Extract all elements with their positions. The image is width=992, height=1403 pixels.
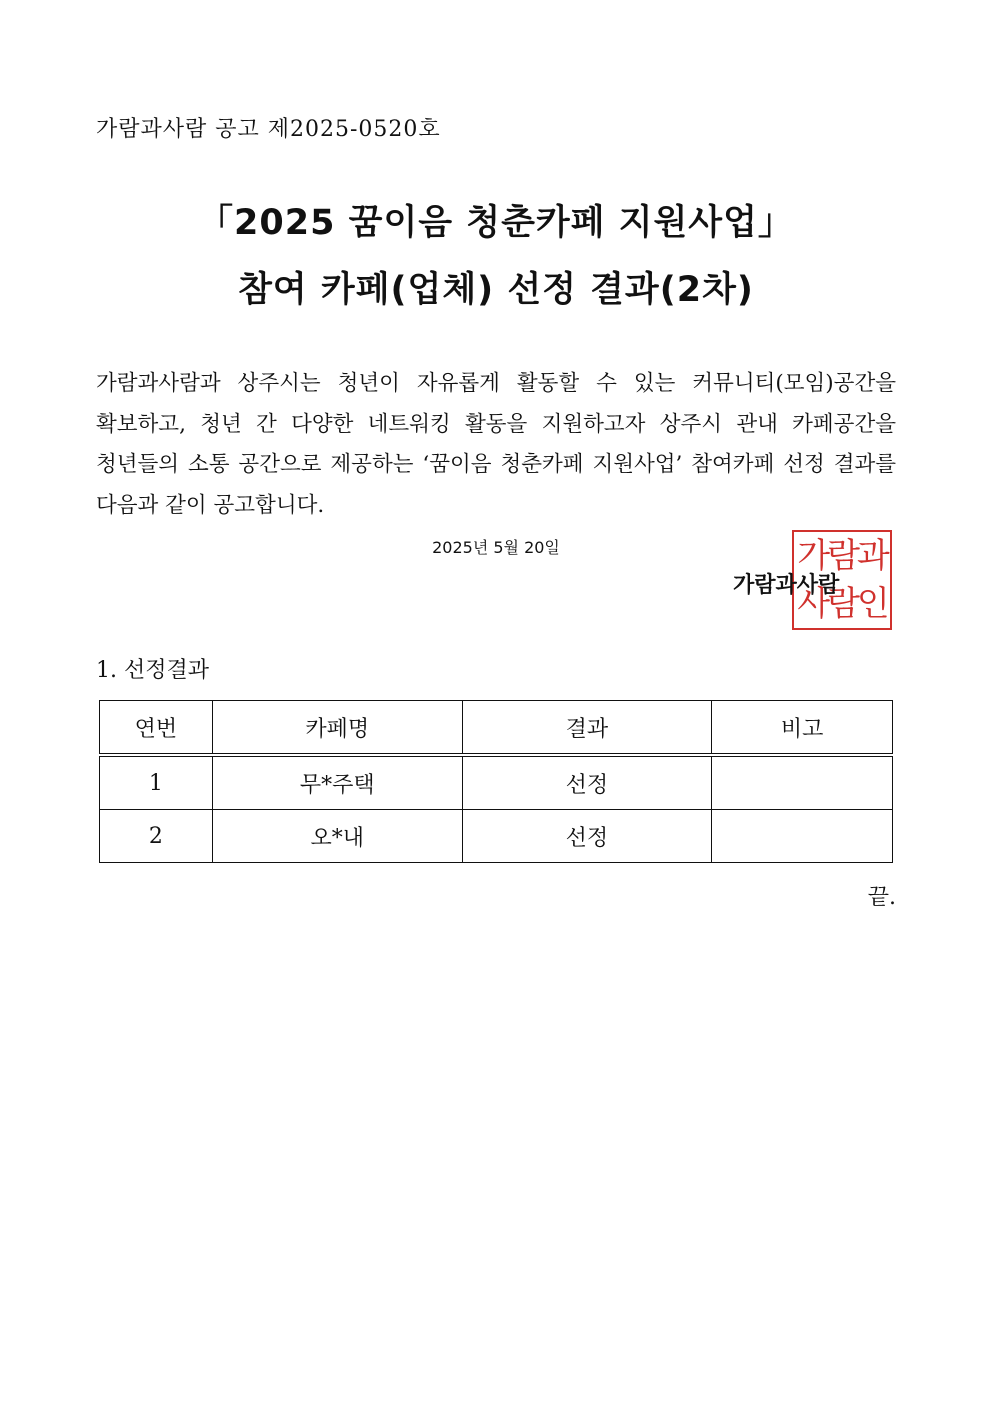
- table-row: [100, 810, 893, 863]
- cell-remarks: [712, 810, 893, 863]
- cell-cafe-name: 오*내: [212, 810, 462, 863]
- seal-text-row-2: 사람인: [797, 584, 887, 624]
- announcement-body: 가람과사람과 상주시는 청년이 자유롭게 활동할 수 있는 커뮤니티(모임)공간을 확보하고, 청년 간 다양한 네트워킹 활동을 지원하고자 상주시 관내 카페공간을 청년들의 소통 공간으로 제공하는 ‘꿈이음 청춘카페 지원사업’ 참여카페 선정 결과를 다음과 같이 공고합니다.: [96, 371, 896, 518]
- cell-cafe-name: 무*주택: [212, 755, 462, 810]
- selection-result-table: [99, 700, 893, 863]
- table-header-row: [100, 701, 893, 756]
- header-result: 결과: [462, 701, 712, 756]
- title-line-1: 「2025 꿈이음 청춘카페 지원사업」: [198, 203, 794, 243]
- cell-number: 1: [100, 755, 213, 810]
- organization-name: 가람과사람: [733, 573, 840, 598]
- cell-result: 선정: [462, 810, 712, 863]
- section-heading: 1. 선정결과: [96, 658, 209, 683]
- cell-number: 2: [100, 810, 213, 863]
- end-mark: 끝.: [867, 885, 896, 910]
- seal-text-row-1: 가람과: [797, 536, 887, 576]
- header-number: 연번: [100, 701, 213, 756]
- title-line-2: 참여 카페(업체) 선정 결과(2차): [238, 270, 754, 310]
- header-remarks: 비고: [712, 701, 893, 756]
- notice-number: 가람과사람 공고 제2025-0520호: [96, 117, 441, 142]
- cell-result: 선정: [462, 755, 712, 810]
- table-row: [100, 755, 893, 810]
- cell-remarks: [712, 755, 893, 810]
- header-cafe-name: 카페명: [212, 701, 462, 756]
- announcement-date: 2025년 5월 20일: [432, 538, 560, 557]
